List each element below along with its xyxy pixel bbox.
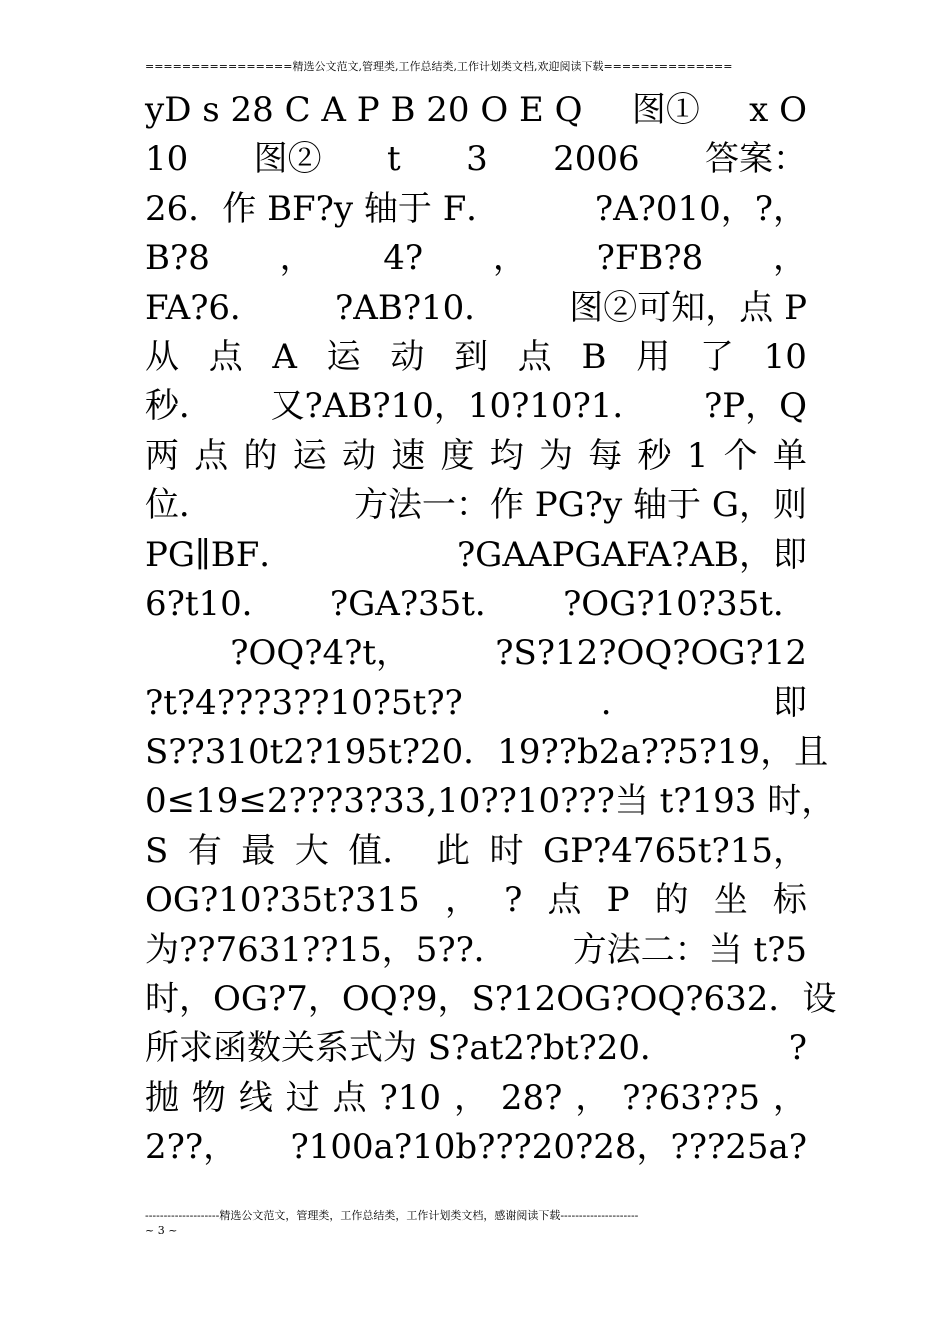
text-segment: 6?t10． [145,583,276,624]
text-segment: 动 [342,435,376,476]
text-line [145,876,807,925]
text-segment: 19??b2a??5?19，且 [497,732,829,773]
text-line [145,185,807,234]
text-line [145,333,807,382]
text-segment: 了 [699,336,734,377]
text-segment: ??10???当 t?193 时， [480,781,836,822]
text-segment: ?100a?10b???20?28，???25a? [290,1127,807,1168]
text-segment: 点 [332,1077,367,1118]
text-segment: 位． [145,485,213,526]
text-segment: ， [453,1077,488,1118]
text-segment: 10 [763,336,807,377]
text-segment: t [387,139,401,180]
text-segment: ?t?4???3??10?5t?? [145,682,463,723]
text-segment: 图②可知，点 P [569,287,807,328]
text-segment: ?10 [379,1077,442,1118]
text-line [145,629,807,678]
text-segment: ?OG?10?35t． [563,583,807,624]
text-segment: 4? [383,238,424,279]
text-segment: 即 [773,682,807,723]
text-segment: PG∥BF． [145,534,294,575]
text-line [145,1024,807,1073]
text-segment: 线 [238,1077,273,1118]
text-segment: 用 [636,336,671,377]
text-segment: ?AB?10． [335,287,499,328]
text-segment: 单 [772,435,807,476]
text-segment: 3 [466,139,488,180]
text-segment: ， [492,238,527,279]
text-segment: 答案： [704,139,807,180]
text-segment: ， [772,1077,807,1118]
text-segment: ， [773,238,807,279]
text-segment: ． [600,682,635,723]
text-line [145,284,807,333]
text-segment: 抛 [145,1077,179,1118]
text-segment: S??310t2?195t?20． [145,732,498,773]
text-segment: 点 [208,336,243,377]
text-segment: 值． [348,830,417,871]
text-segment: ?FB?8 [596,238,704,279]
text-segment: 方法二：当 t?5 [572,929,807,970]
text-segment: 过 [285,1077,320,1118]
text-line [145,1123,807,1172]
text-segment: 时 [489,830,524,871]
text-segment: x O [749,90,807,130]
text-line [145,975,837,1024]
text-segment: 2??， [145,1127,238,1168]
text-segment: 两 [145,435,179,476]
text-segment: ?GA?35t． [329,583,509,624]
text-line [145,234,807,283]
text-line [145,827,807,876]
page-header: ================精选公文范文,管理类,工作总结类,工作计划类文档,欢迎阅读下载============== [145,60,733,73]
document-body [145,86,837,1173]
text-segment: B?8 [145,238,210,279]
text-segment: 点 [194,435,229,476]
text-segment: 的 [243,435,278,476]
text-segment: 标 [772,880,807,921]
text-segment: ， [575,1077,610,1118]
text-segment: 图② [253,139,322,180]
text-segment: 1 [686,435,709,476]
text-segment: 秒． [145,386,213,427]
text-segment: 秒 [637,435,672,476]
text-segment: yD s 28 C A P B 20 O E Q [145,90,583,130]
text-segment: 点 [547,880,582,921]
text-segment: 个 [723,435,758,476]
text-segment: 速 [391,435,426,476]
text-segment: 又?AB?10，10?10?1． [270,386,647,427]
text-segment: 所求函数关系式为 S?at2?bt?20． [145,1028,675,1069]
text-segment: 坐 [713,880,748,921]
text-segment: ? [504,880,523,921]
text-line [145,926,807,975]
text-segment: P [606,880,630,921]
text-line [145,432,807,481]
text-segment: ?S?12?OQ?OG?12 [495,633,807,674]
text-segment: ， [444,880,479,921]
text-segment: 运 [326,336,361,377]
text-segment: B [581,336,607,377]
text-segment: ??63??5 [622,1077,760,1118]
text-segment: 运 [292,435,327,476]
text-segment: 最 [241,830,276,871]
text-segment: 动 [390,336,425,377]
text-segment: GP?4765t?15， [543,830,807,871]
text-segment: 点 [517,336,552,377]
text-segment: 为??7631??15，5??． [145,929,508,970]
text-segment: 为 [539,435,573,476]
text-segment: 时，OG?7，OQ?9，S?12OG?OQ?632．设 [145,979,837,1020]
text-segment: 从 [145,336,179,377]
text-segment: 大 [294,830,329,871]
page-footer: --------------------精选公文范文，管理类，工作总结类，工作计划类文档，感谢阅读下载--------------------- [145,1209,639,1222]
page-number: ~ 3 ~ [145,1224,178,1237]
text-segment: ?GAAPGAFA?AB，即 [456,534,807,575]
text-line [145,580,807,629]
text-segment: 28? [500,1077,563,1118]
text-segment: 每 [588,435,623,476]
text-segment: FA?6． [145,287,265,328]
text-segment: 有 [187,830,222,871]
text-segment: OG?10?35t?315 [145,880,420,921]
text-line [145,777,836,826]
text-segment: ?OQ?4?t， [230,633,410,674]
text-segment: ?P，Q [704,386,807,427]
text-segment: 图① [631,90,700,130]
text-segment: 2006 [553,139,640,180]
text-segment: ? [788,1028,807,1069]
text-line [145,481,807,530]
text-line [145,728,829,777]
text-segment: 度 [440,435,475,476]
text-segment: 到 [454,336,489,377]
text-line [145,382,807,431]
text-line [145,86,807,135]
text-segment: ， [279,238,314,279]
text-segment: S [145,830,169,871]
text-segment: 26．作 BF?y 轴于 F． [145,188,501,229]
text-line [145,135,807,184]
text-segment: 物 [191,1077,226,1118]
text-segment: 的 [654,880,689,921]
text-line [145,531,807,580]
text-segment: 0≤19≤2???3?33,10 [145,781,481,822]
text-segment: 10 [145,139,189,180]
text-segment: 此 [435,830,470,871]
text-segment: A [272,336,297,377]
text-segment: ?A?010，?， [594,188,807,229]
text-segment: 方法一：作 PG?y 轴于 G，则 [353,485,807,526]
text-line [145,679,807,728]
text-line [145,1074,807,1123]
text-segment: 均 [489,435,524,476]
